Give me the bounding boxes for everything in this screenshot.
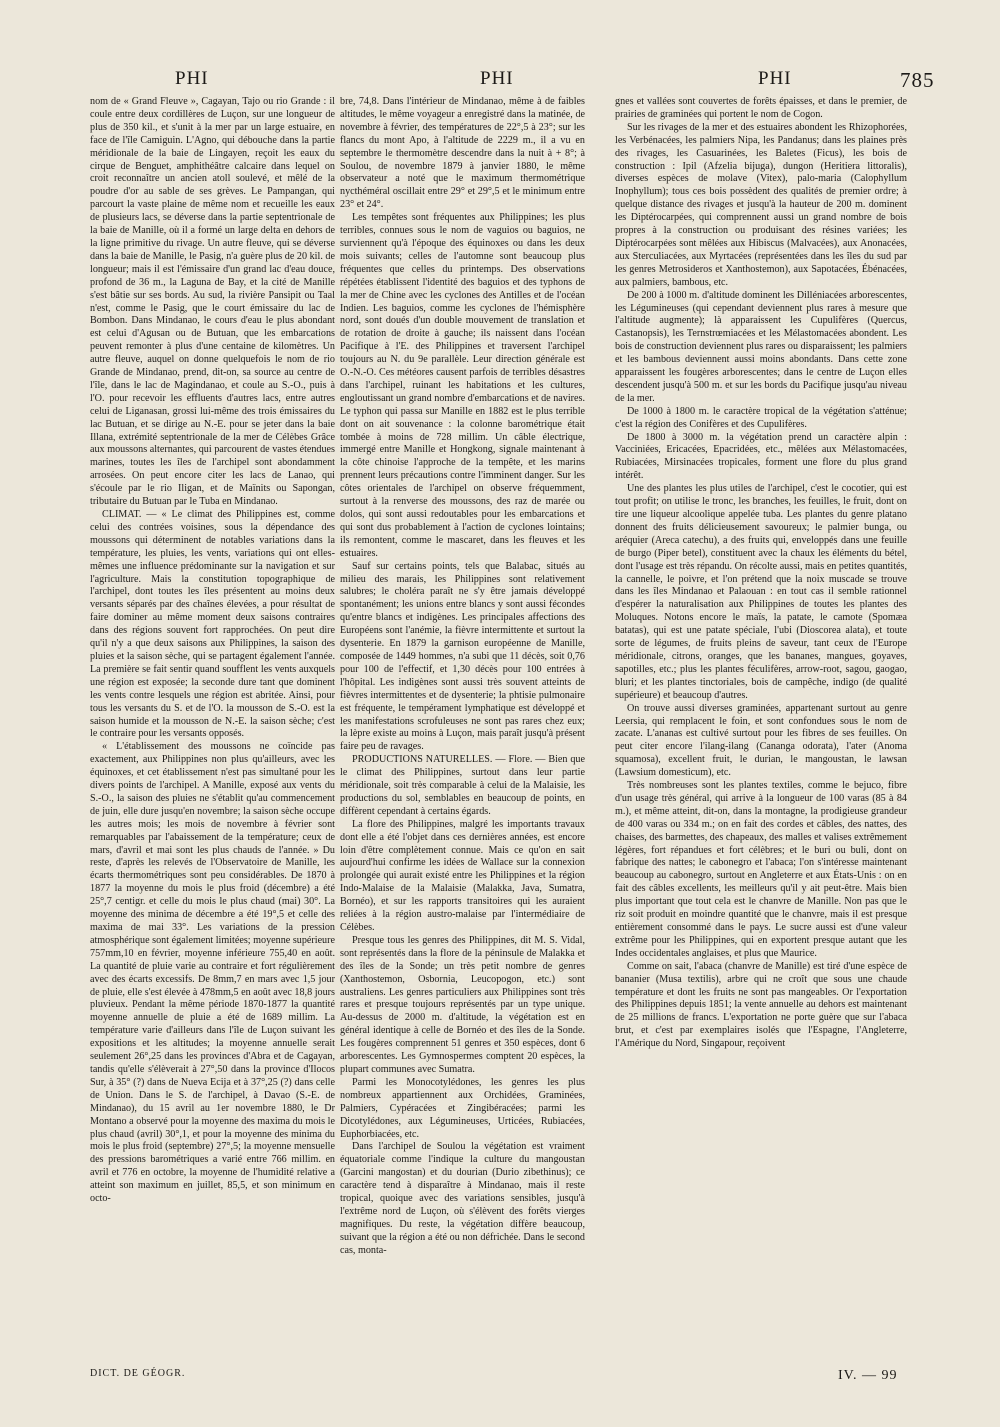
- text-column-2: [340, 96, 585, 1351]
- paragraph: Dans l'archipel de Soulou la végétation est vraiment équatoriale comme l'indique la culture du mangoustan (Garcini mangostan) et du dourian (Durio zibethinus); ce caractère tend à disparaître à Mindanao, mais il reste tropical, quoique avec des variations sensibles, jusqu'à l'extrême nord de Luçon, où s'élèvent des forêts vierges magnifiques. Du reste, la végétation diffère beaucoup, suivant que la région a été ou non défrichée. Dans le second cas, monta-: [340, 1141, 585, 1256]
- paragraph: On trouve aussi diverses graminées, appartenant surtout au genre Leersia, qui remplacent le foin, et sont confondues sous le nom de zacate. L'ananas est cultivé surtout pour les fibres de ses feuilles. On peut citer encore l'ilang-ilang (Cananga odorata), l'ater (Anoma squamosa), excellent fruit, le durian, le mangoustan, le lawsan (Lawsium domesticum), etc.: [615, 702, 907, 779]
- paragraph-productions: PRODUCTIONS NATURELLES. — Flore. — Bien que le climat des Philippines, surtout dans leur partie méridionale, soit très comparable à celui de la Malaisie, les productions du sol, semblables en beaucoup de points, en diffèrent cependant à certains égards.: [340, 754, 585, 817]
- paragraph: La flore des Philippines, malgré les importants travaux dont elle a été l'objet dans ces dernières années, est encore loin d'être complètement connue. Mais ce qu'on en sait aujourd'hui confirme les idées de Wallace sur la connexion prolongée qui aurait existé entre les Philippines et la région Indo-Malaise de la Malaisie (Malakka, Java, Sumatra, Bornéo), et sur les rapports transitoires qui les auraient reliées à la région austro-malaise par l'intermédiaire de Célèbes.: [340, 818, 585, 933]
- running-head-right: PHI: [758, 68, 792, 89]
- page-number: 785: [900, 68, 935, 92]
- paragraph: Les tempêtes sont fréquentes aux Philippines; les plus terribles, connues sous le nom de vaguios ou baguios, ne surviennent qu'à l'époque des équinoxes ou dans les deux mois suivants; celles de l'automne sont beaucoup plus fréquentes que celles du printemps. Des observations répétées établissent l'identité des baguios et des typhons de la mer de Chine avec les cyclones des Antilles et de l'océan Indien. Les baguios, comme les cyclones de l'hémisphère nord, sont doués d'un double mouvement de translation et de rotation de droite à gauche; ils naissent dans l'océan Pacifique à l'E. des Philippines et traversent l'archipel toujours au N. du 9e parallèle. Leur direction générale est O.-N.-O. Ces météores causent parfois de terribles désastres dans l'archipel, ruinant les habitations et les cultures, engloutissant un grand nombre d'embarcations et de navires. Le typhon qui passa sur Manille en 1882 est le plus terrible dont on ait souvenance : la colonne barométrique était tombée à moins de 728 millim. Un câble électrique, immergé entre Manille et Hongkong, signale maintenant à la côte chinoise l'approche de la tempête, et les marins prennent leurs précautions contre l'imminent danger. Sur les côtes orientales de l'archipel on observe fréquemment, surtout à la renverse des moussons, des raz de marée ou dolos, qui sont aussi redoutables pour les embarcations et qui sont dus probablement à l'action de cyclones lointains; ils remontent, comme le mascaret, dans les fleuves et les estuaires.: [340, 212, 585, 559]
- paragraph: « L'établissement des moussons ne coïncide pas exactement, aux Philippines non plus qu'ailleurs, avec les équinoxes, et cet établissement n'est pas simultané pour les divers points de l'archipel. A Manille, exposé aux vents du S.-O., la saison des pluies ne s'établit qu'au commencement de juin, elle dure jusqu'en novembre; la saison sèche occupe les autres mois; les mois de novembre à février sont remarquables par l'abaissement de la température; ceux de mars, d'avril et mai sont les plus chauds de l'année. » Du reste, d'après les relevés de l'Observatoire de Manille, les écarts thermométriques sont peu considérables. De 1870 à 1877 la moyenne du mois le plus froid (décembre) a été 25°,7 centigr. et celle du mois le plus chaud (mai) 30°. La moyenne des minima de décembre a été 19°,5 et celle des maxima de mai 33°. Les variations de la pression atmosphérique sont également limitées; moyenne supérieure 757mm,10 en février, moyenne inférieure 755,40 en août. La quantité de pluie varie au contraire et fort régulièrement avec des écarts excessifs. De 8mm,7 en mars avec 1,5 jour de pluie, elle s'est élevée à 478mm,5 en août avec 18,8 jours pluvieux. Pendant la même période 1870-1877 la quantité moyenne annuelle de pluie a été de 1689 millim. La température varie d'ailleurs dans l'île de Luçon suivant les expositions et les altitudes; la moyenne annuelle serait seulement 26°,25 dans les provinces d'Abra et de Cagayan, tandis qu'elle s'élèverait à 27°,50 dans la province d'Ilocos Sur, à 35° (?) dans de Nueva Ecija et à 37°,25 (?) dans celle de Union. Dans le S. de l'archipel, à Davao (S.-E. de Mindanao), du 15 avril au 1er novembre 1880, le Dr Montano a observé pour la moyenne des maxima du mois le plus chaud (avril) 30°,1, et pour la moyenne des minima du mois le plus froid (septembre) 27°,5; la moyenne mensuelle des pressions barométriques a varié entre 766 millim. en avril et 776 en octobre, la moyenne de l'humidité relative a atteint son maximum en juillet, 85,5, et son minimum en octo-: [90, 741, 335, 1205]
- paragraph: Comme on sait, l'abaca (chanvre de Manille) est tiré d'une espèce de bananier (Musa textilis), arbre qui ne croît que sous une chaude température et dont les fruits ne sont pas mangeables. Or l'exportation des Philippines depuis 1851; la vente annuelle au dehors est maintenant de 25 millions de francs. L'exportation ne porte guère que sur l'abaca brut, et c'est par exemplaires isolés que l'Espagne, l'Angleterre, l'Amérique du Nord, Singapour, reçoivent: [615, 960, 907, 1050]
- paragraph: Sur les rivages de la mer et des estuaires abondent les Rhizophorées, les Verbénacées, les palmiers Nipa, les Pandanus; dans les plaines près des rivages, les Casuarinées, les Baletes (Ficus), les bois de construction : Ipil (Afzelia bijuga), dungon (Heritiera littoralis), diverses espèces de molave (Vitex), palo-maria (Calophyllum Inophyllum); tous ces bois possèdent des qualités de premier ordre; à quelque distance des rivages et jusqu'à la hauteur de 200 m. dominent les Diptérocarpées, qui comprennent aussi un grand nombre de bois propres à la construction ou produisant des résines variées; les Diptérocarpées sont mêlées aux Hibiscus (Malvacées), aux Anonacées, aux Sterculiacées, aux Myrtacées (représentées dans les îles du sud par les genres Metrosideros et Xanthostemon), aux Sapotacées, Ébénacées, aux palmiers, bambous, etc.: [615, 121, 907, 288]
- paragraph: nom de « Grand Fleuve », Cagayan, Tajo ou rio Grande : il coule entre deux cordillères de Luçon, sur une longueur de plus de 350 kil., et s'unit à la mer par un large estuaire, en face de l'île Camiguin. L'Agno, qui débouche dans la partie méridionale de la baie de Lingayen, reçoit les eaux du cirque de Benguet, amphithéâtre calcaire dans lequel on croit reconnaître un ancien atoll soulevé, et mêlé de la poudre d'or au sable de ses grèves. Le Pampangan, qui parcourt la vaste plaine de même nom et recueille les eaux de plusieurs lacs, se déverse dans la partie septentrionale de la baie de Manille, où il a formé un large delta en dehors de la ligne primitive du rivage. Un autre fleuve, qui se déverse dans la baie de Manille, le Pasig, n'a guère plus de 20 kil. de longueur; mais il est l'émissaire d'un grand lac d'eau douce, profond de 36 m., la Laguna de Bay, et la cité de Manille s'est bâtie sur ses bords. Au sud, la rivière Pansipit ou Taal n'est, comme le Pasig, que le court émissaire du lac de Bombon. Dans Mindanao, le cours d'eau le plus abondant est celui d'Agusan ou de Butuan, que les embarcations peuvent remonter à plus d'une centaine de kilomètres. Un autre fleuve, auquel on donne quelquefois le nom de rio Grande de Mindanao, prend, dit-on, sa source au centre de l'île, dans le lac de Magindanao, et coule au S.-O., puis à l'O. pour recevoir les effluents d'autres lacs, entre autres celui de Liganasan, grossi lui-même des trois émissaires du lac Butuan, et se dirige au N.-E. pour se jeter dans la baie Illana, extrémité septentrionale de la mer de Célèbes Grâce aux moussons alternantes, qui parcourent de vastes étendues marines, toutes les îles de l'archipel sont abondamment arrosées. On peut encore citer les lacs de Lanao, qui s'écoule par le rio Iligan, et de Maïnits ou Sapongan, tributaire du Butuan par le Tuba en Mindanao.: [90, 96, 335, 508]
- paragraph: bre, 74,8. Dans l'intérieur de Mindanao, même à de faibles altitudes, le même voyageur a enregistré dans la matinée, de novembre à février, des températures de 22°,5 à 23°; sur les flancs du mont Apo, à l'altitude de 2229 m., il a vu en septembre le thermomètre descendre dans la nuit à + 8°; à Soulou, de novembre 1879 à janvier 1880, le même observateur a noté que le maximum thermométrique nycthéméral oscillait entre 29° et 29°,5 et le minimum entre 23° et 24°.: [340, 96, 585, 211]
- text-column-1: [90, 96, 335, 1351]
- paragraph: Parmi les Monocotylédones, les genres les plus nombreux appartiennent aux Orchidées, Graminées, Palmiers, Cypéracées et Zingibéracées; parmi les Dicotylédones, aux Légumineuses, Urticées, Rubiacées, Euphorbiacées, etc.: [340, 1076, 585, 1140]
- footer-signature: IV. — 99: [838, 1368, 898, 1383]
- text-column-3: [615, 96, 907, 1351]
- paragraph: De 1800 à 3000 m. la végétation prend un caractère alpin : Vacciniées, Ericacées, Epacridées, etc., mêlées aux Mélastomacées, Rubiacées, Mirsinacées tropicales, forment une flore du plus grand intérêt.: [615, 431, 907, 482]
- running-head-center: PHI: [480, 68, 514, 89]
- footer-dictionary-title: DICT. DE GÉOGR.: [90, 1368, 186, 1379]
- running-head-left: PHI: [175, 68, 209, 89]
- paragraph: De 1000 à 1800 m. le caractère tropical de la végétation s'atténue; c'est la région des Conifères et des Cupulifères.: [615, 405, 907, 430]
- paragraph: Une des plantes les plus utiles de l'archipel, c'est le cocotier, qui est tout profit; on utilise le tronc, les branches, les feuilles, le fruit, dont on tire une liqueur alcoolique appelée tuba. Les plantes du genre platano donnent des fruits délicieusement savoureux; le palmier bunga, ou aréquier (Areca catechu), a des fruits qui, enveloppés dans une feuille de burgo (Piper betel), constituent avec la chaux les éléments du bétel, dont l'usage est très répandu. On récolte aussi, mais en petites quantités, la cannelle, le poivre, et l'on prétend que la noix muscade se trouve dans les îles Mindanao et Palaouan : en tout cas il semble rationnel d'espérer la naturalisation aux Philippines de toutes les plantes des Moluques. Notons encore le maïs, la patate, le camote (Spomæa batatas), qui est une patate spéciale, l'ubi (Dioscorea alata), et toute sorte de légumes, de fruits pleins de saveur, tant ceux de l'Europe méridionale, citrons, oranges, que les bananes, mangues, goyaves, sapotilles, etc.; plus les plantes féculifères, arrow-root, sagou, gaogao, bluri; et les plantes tinctoriales, bois de campêche, indigo (de qualité supérieure) et beaucoup d'autres.: [615, 483, 907, 701]
- paragraph: gnes et vallées sont couvertes de forêts épaisses, et dans le premier, de prairies de graminées qui portent le nom de Cogon.: [615, 96, 907, 120]
- paragraph: Presque tous les genres des Philippines, dit M. S. Vidal, sont représentés dans la flore de la péninsule de Malakka et des îles de la Sonde; un très petit nombre de genres (Xanthostemon, Osbornia, Leucopogon, etc.) sont australiens. Les genres particuliers aux Philippines sont très rares et presque toujours représentés par un type unique. Au-dessus de 2000 m. d'altitude, la végétation est en général identique à celle de Bornéo et des îles de la Sonde. Les fougères comprennent 51 genres et 350 espèces, dont 6 arborescentes. Les Gymnospermes comptent 20 espèces, la plupart communes avec Sumatra.: [340, 934, 585, 1075]
- paragraph-climat: CLIMAT. — « Le climat des Philippines est, comme celui des contrées voisines, sous la dépendance des moussons qui déterminent de notables variations dans la température, les pluies, les vents, variations qui ont elles-mêmes une influence prédominante sur la navigation et sur l'agriculture. Mais la constitution topographique de l'archipel, dont toutes les îles présentent au moins deux versants séparés par des chaînes élevées, a pour résultat de faire dominer au même moment deux saisons contraires dans des régions souvent fort rapprochées. On peut dire qu'il n'y a que deux saisons aux Philippines, la saison des pluies et la saison sèche, qui se partagent également l'année. La première se fait sentir quand soufflent les vents auxquels une région est exposée; la seconde dure tant que dominent les vents contre lesquels une région est abritée. Ainsi, pour tous les versants du S. et de l'O. la mousson de S.-O. est la saison humide et la mousson de N.-E. la saison sèche; c'est le contraire pour les versants opposés.: [90, 509, 335, 740]
- paragraph: De 200 à 1000 m. d'altitude dominent les Dilléniacées arborescentes, les Légumineuses (qui cependant deviennent plus rares à mesure que l'altitude augmente); là apparaissent les Cupulifères (Quercus, Castanopsis), les Ternstrœmiacées et les Mélastomacées abondent. Les bois de construction deviennent plus rares ou disparaissent; les palmiers et les bambous deviennent aussi moins abondants. Dans cette zone apparaissent les fougères arborescentes; dans le centre de Luçon elles descendent jusqu'à 500 m. et sur les bords du Pacifique jusqu'au niveau de la mer.: [615, 289, 907, 404]
- paragraph: Très nombreuses sont les plantes textiles, comme le bejuco, fibre d'un usage très général, qui arrive à la longueur de 100 varas (85 à 84 m.), et même atteint, dit-on, dans la montagne, la prodigieuse grandeur de 400 varas ou 334 m.; on en fait des cordes et câbles, des nattes, des chaises, des barmettes, des chapeaux, des malles et valises extrêmement légères, fort répandues et fort célèbres; et le buri ou buli, dont on fabrique des nattes; le cabonegro et l'abaca; l'on s'intéresse maintenant beaucoup au cabonegro, surtout en Angleterre et aux États-Unis : on en fait des câbles excellents, les meilleurs qu'il y ait peut-être. Mais bien plus important que tout cela est le chanvre de Manille. Non pas que le riz soit produit en moindre quantité que le chanvre, mais il est presque entièrement consommé dans le pays. Le sucre aussi est d'une valeur extrême pour les Philippines, qui en exportent presque autant que les Indes occidentales anglaises, et plus que Maurice.: [615, 780, 907, 959]
- paragraph: Sauf sur certains points, tels que Balabac, situés au milieu des marais, les Philippines sont relativement salubres; le choléra paraît ne s'y être jamais développé spontanément; les unions entre blancs y sont aussi fécondes qu'entre blancs et indigènes. Les principales affections des Européens sont l'anémie, la fièvre intermittente et surtout la dysenterie. En 1879 la garnison européenne de Manille, composée de 1449 hommes, n'a subi que 11 décès, soit 0,76 pour 100 de l'effectif, et 1,30 décès pour 100 entrées à l'hôpital. Les indigènes sont aussi très souvent atteints de fièvres intermittentes et de dysenterie; la phtisie pulmonaire est fréquente, le tempérament lymphatique est développé et les manifestations scrofuleuses ne sont pas rares chez eux; la lèpre existe au moins à Luçon, mais paraît jusqu'à présent faire peu de ravages.: [340, 560, 585, 753]
